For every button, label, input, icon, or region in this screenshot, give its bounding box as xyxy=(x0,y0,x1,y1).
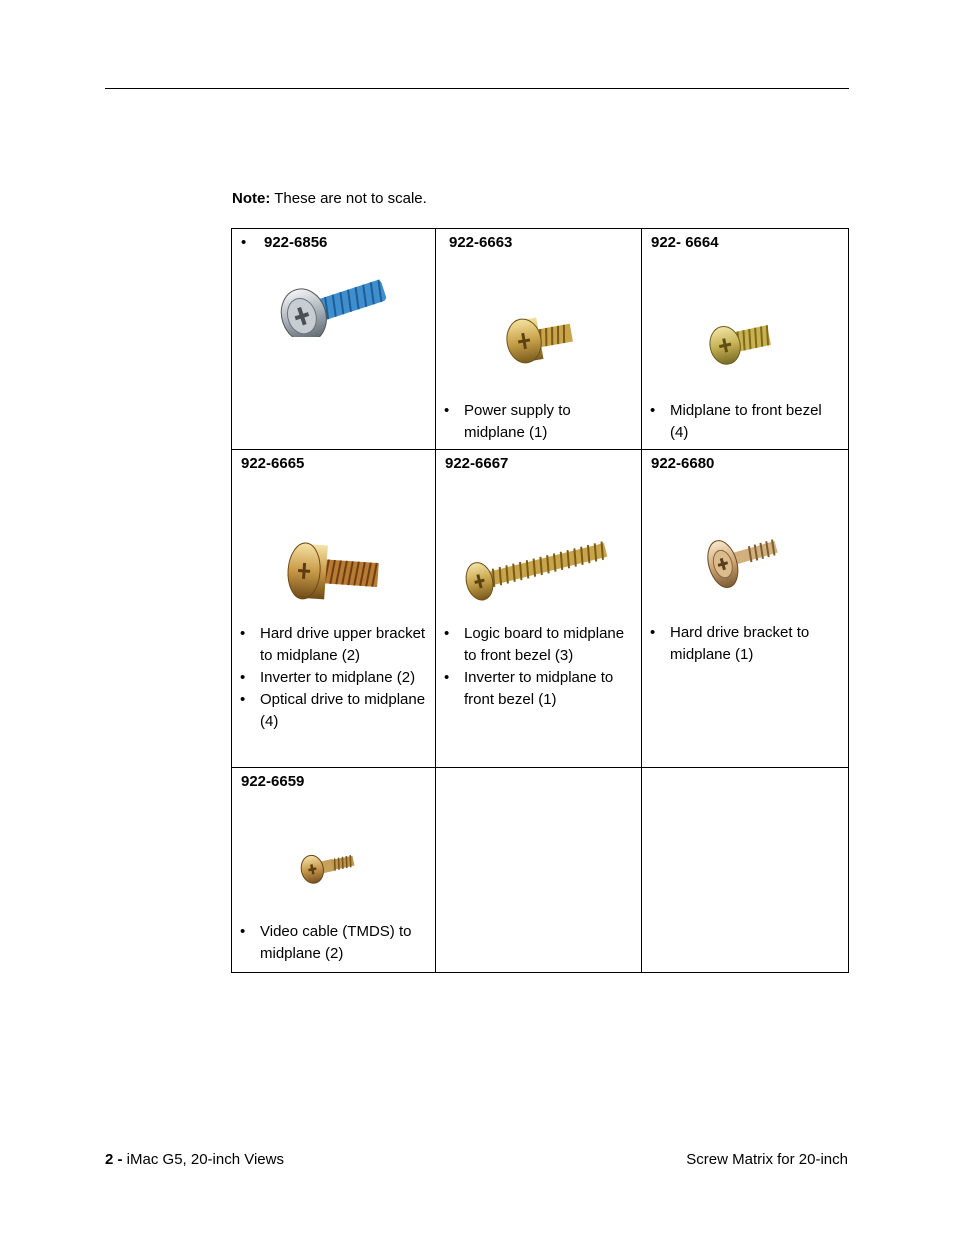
part-number: 922- 6664 xyxy=(651,234,719,251)
screw-image xyxy=(298,846,358,886)
cell-922-6680 xyxy=(642,450,849,768)
cell-922-6664 xyxy=(642,229,849,450)
header-rule xyxy=(105,88,849,89)
screw-image xyxy=(706,528,782,588)
cell-922-6667 xyxy=(436,450,642,768)
cell-922-6659 xyxy=(232,768,436,973)
use-item: • Hard drive upper bracket to midplane (2) xyxy=(260,623,430,667)
screw-image xyxy=(276,273,391,337)
page-number: 2 - xyxy=(105,1151,123,1168)
note xyxy=(232,189,427,208)
screw-image xyxy=(462,528,612,608)
use-item: • Inverter to midplane (2) xyxy=(260,667,430,689)
section-title: Screw Matrix for 20-inch xyxy=(686,1151,848,1168)
use-item: • Video cable (TMDS) to midplane (2) xyxy=(260,921,430,965)
uses-list xyxy=(670,622,842,666)
cell-922-6665 xyxy=(232,450,436,768)
note-label: Note: xyxy=(232,190,271,207)
part-number: 922-6856 xyxy=(264,234,328,251)
cell-922-6663 xyxy=(436,229,642,450)
use-item: • Hard drive bracket to midplane (1) xyxy=(670,622,842,666)
use-item: • Midplane to front bezel (4) xyxy=(670,400,842,444)
screw-matrix-table xyxy=(231,228,849,973)
uses-list xyxy=(260,921,430,965)
part-number: 922-6663 xyxy=(449,234,513,251)
part-number: 922-6667 xyxy=(445,455,509,472)
part-number: 922-6659 xyxy=(241,773,305,790)
footer-left xyxy=(105,1150,284,1169)
empty-cell xyxy=(436,768,642,973)
use-item: • Optical drive to midplane (4) xyxy=(260,689,430,733)
empty-cell xyxy=(642,768,849,973)
uses-list xyxy=(260,623,430,733)
note-text: These are not to scale. xyxy=(270,190,427,207)
part-number: 922-6680 xyxy=(651,455,715,472)
use-item: • Power supply to midplane (1) xyxy=(464,400,634,444)
cell-922-6856 xyxy=(232,229,436,450)
use-item: • Inverter to midplane to front bezel (1) xyxy=(464,667,636,711)
bullet: • xyxy=(241,234,247,251)
screw-image xyxy=(708,317,774,369)
part-number: 922-6665 xyxy=(241,455,305,472)
uses-list xyxy=(670,400,842,444)
screw-image xyxy=(286,540,382,606)
uses-list xyxy=(464,400,634,444)
document-title: iMac G5, 20-inch Views xyxy=(122,1151,284,1168)
screw-image xyxy=(506,309,576,369)
uses-list xyxy=(464,623,636,711)
use-item: • Logic board to midplane to front bezel (3) xyxy=(464,623,636,667)
